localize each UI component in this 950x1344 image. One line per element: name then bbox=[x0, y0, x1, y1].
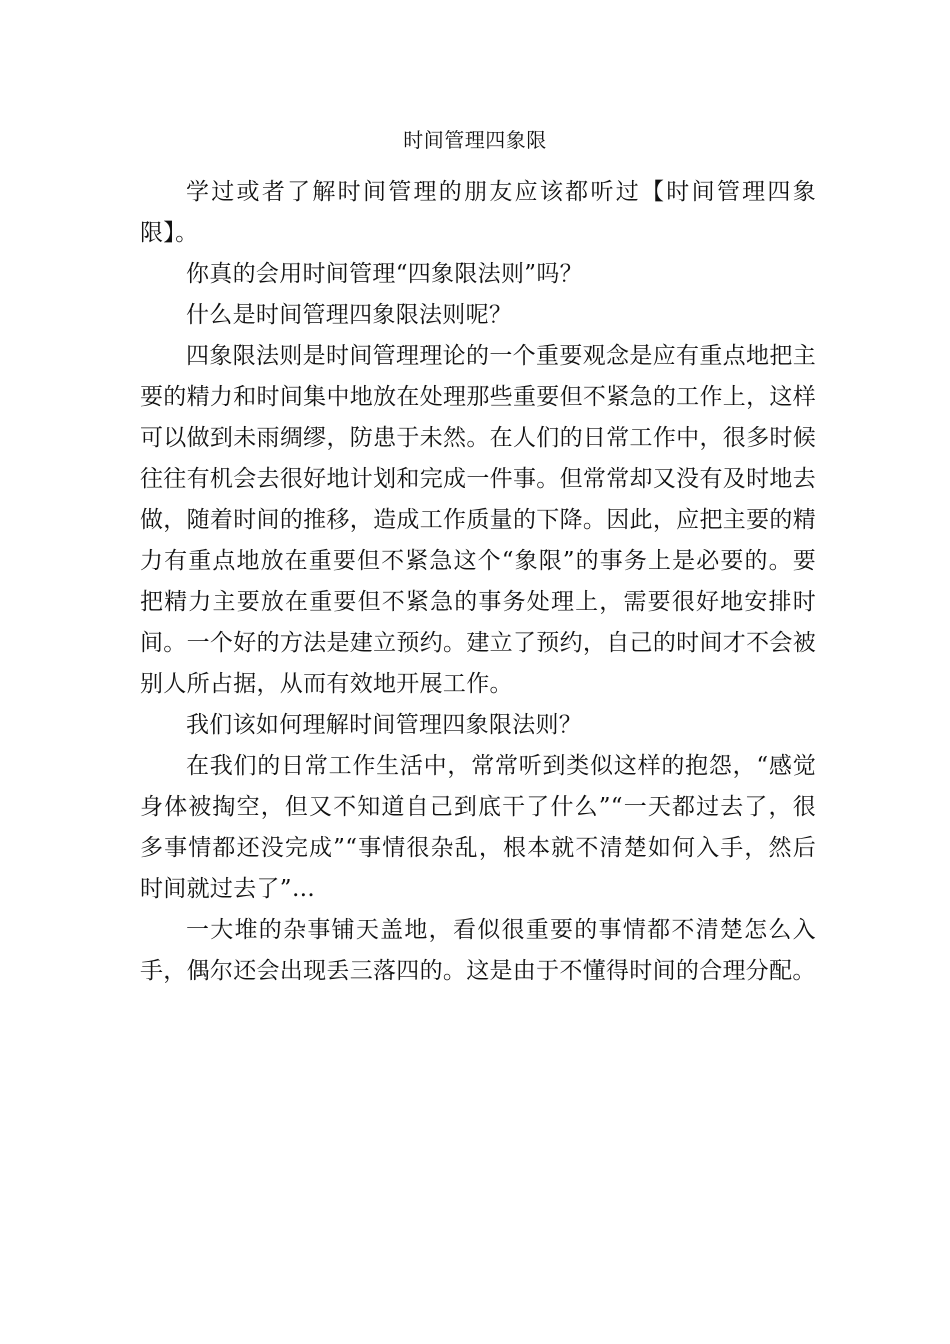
document-title: 时间管理四象限 bbox=[403, 128, 547, 152]
paragraph-7: 一大堆的杂事铺天盖地，看似很重要的事情都不清楚怎么入手，偶尔还会出现丢三落四的。这是由于不懂得时间的合理分配。 bbox=[140, 917, 816, 984]
paragraph-6: 在我们的日常工作生活中，常常听到类似这样的抱怨，“感觉身体被掏空，但又不知道自己到底干了什么”“一天都过去了，很多事情都还没完成”“事情很杂乱，根本就不清楚如何入手，然后时间就过去了”… bbox=[140, 753, 816, 902]
paragraph-1: 学过或者了解时间管理的朋友应该都听过【时间管理四象限】。 bbox=[140, 179, 816, 246]
paragraph-2: 你真的会用时间管理“四象限法则”吗？ bbox=[186, 261, 583, 287]
paragraph-5: 我们该如何理解时间管理四象限法则？ bbox=[186, 712, 583, 738]
paragraph-3: 什么是时间管理四象限法则呢？ bbox=[186, 302, 513, 328]
paragraph-4: 四象限法则是时间管理理论的一个重要观念是应有重点地把主要的精力和时间集中地放在处理那些重要但不紧急的工作上，这样可以做到未雨绸缪，防患于未然。在人们的日常工作中，很多时候往往有机会去很好地计划和完成一件事。但常常却又没有及时地去做，随着时间的推移，造成工作质量的下降。因此，应把主要的精力有重点地放在重要但不紧急这个“象限”的事务上是必要的。要把精力主要放在重要但不紧急的事务处理上，需要很好地安排时间。一个好的方法是建立预约。建立了预约，自己的时间才不会被别人所占据，从而有效地开展工作。 bbox=[140, 343, 816, 697]
document-body bbox=[140, 172, 816, 992]
